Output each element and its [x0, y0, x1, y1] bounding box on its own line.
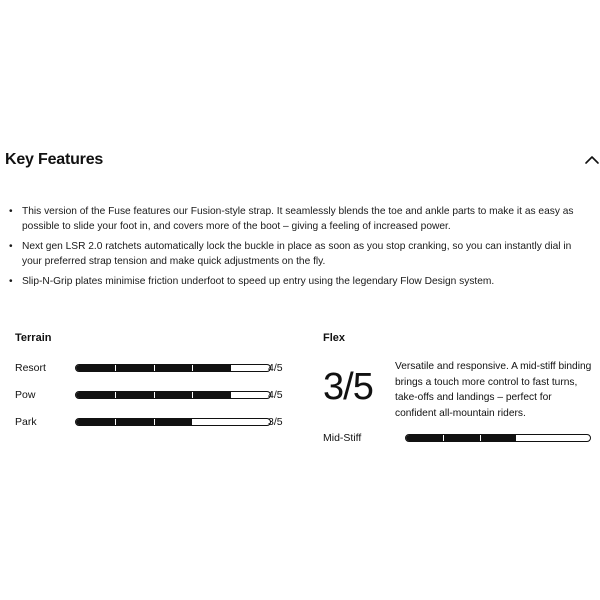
- rating-bar: [75, 418, 271, 426]
- rating-bar: [75, 391, 271, 399]
- feature-item: [9, 274, 584, 289]
- bullet-icon: •: [9, 206, 13, 217]
- terrain-rating: [15, 330, 295, 428]
- key-features-header[interactable]: [5, 148, 600, 174]
- flex-rating-value: 3/5: [323, 366, 373, 408]
- terrain-label: Park: [15, 416, 37, 428]
- feature-item: [9, 239, 584, 269]
- rating-bar-divider: [480, 435, 481, 441]
- rating-bar-divider: [192, 392, 193, 398]
- chevron-up-icon[interactable]: [584, 152, 600, 168]
- rating-bar-divider: [443, 435, 444, 441]
- rating-bar-divider: [154, 392, 155, 398]
- flex-rating: [323, 330, 593, 444]
- rating-bar-divider: [115, 419, 116, 425]
- rating-bar-divider: [115, 392, 116, 398]
- rating-bar-divider: [154, 419, 155, 425]
- feature-list: [9, 204, 584, 294]
- terrain-label: Pow: [15, 389, 36, 401]
- feature-text: Slip-N-Grip plates minimise friction underfoot to speed up entry using the legendary Flow Design system.: [22, 276, 495, 287]
- rating-bar-fill: [406, 435, 516, 441]
- terrain-row-resort: [15, 361, 295, 375]
- feature-item: [9, 204, 584, 234]
- flex-title: Flex: [323, 332, 346, 344]
- terrain-row-pow: [15, 388, 295, 402]
- rating-bar: [75, 364, 271, 372]
- rating-bar-fill: [76, 419, 192, 425]
- terrain-row-park: [15, 415, 295, 429]
- bullet-icon: •: [9, 241, 13, 252]
- flex-label: Mid-Stiff: [323, 432, 362, 444]
- feature-text: This version of the Fuse features our Fusion-style strap. It seamlessly blends the toe and ankle parts to make it as easy as possible to slide your foot in, and covers more of the boot – giving a feeling of increased power.: [22, 206, 574, 232]
- terrain-label: Resort: [15, 362, 46, 374]
- flex-bar: [405, 434, 591, 442]
- rating-bar-divider: [154, 365, 155, 371]
- bullet-icon: •: [9, 276, 13, 287]
- flex-description: Versatile and responsive. A mid-stiff binding brings a touch more control to fast turns, take-offs and landings – perfect for confident all-mountain riders.: [395, 361, 592, 419]
- terrain-value: 4/5: [268, 389, 283, 401]
- rating-bar-divider: [115, 365, 116, 371]
- section-title: Key Features: [5, 151, 104, 168]
- terrain-value: 4/5: [268, 362, 283, 374]
- terrain-title: Terrain: [15, 332, 52, 344]
- rating-bar-divider: [192, 365, 193, 371]
- terrain-value: 3/5: [268, 416, 283, 428]
- feature-text: Next gen LSR 2.0 ratchets automatically lock the buckle in place as soon as you stop cranking, so you can instantly dial in your preferred strap tension and make quick adjustments on the fly.: [22, 241, 572, 267]
